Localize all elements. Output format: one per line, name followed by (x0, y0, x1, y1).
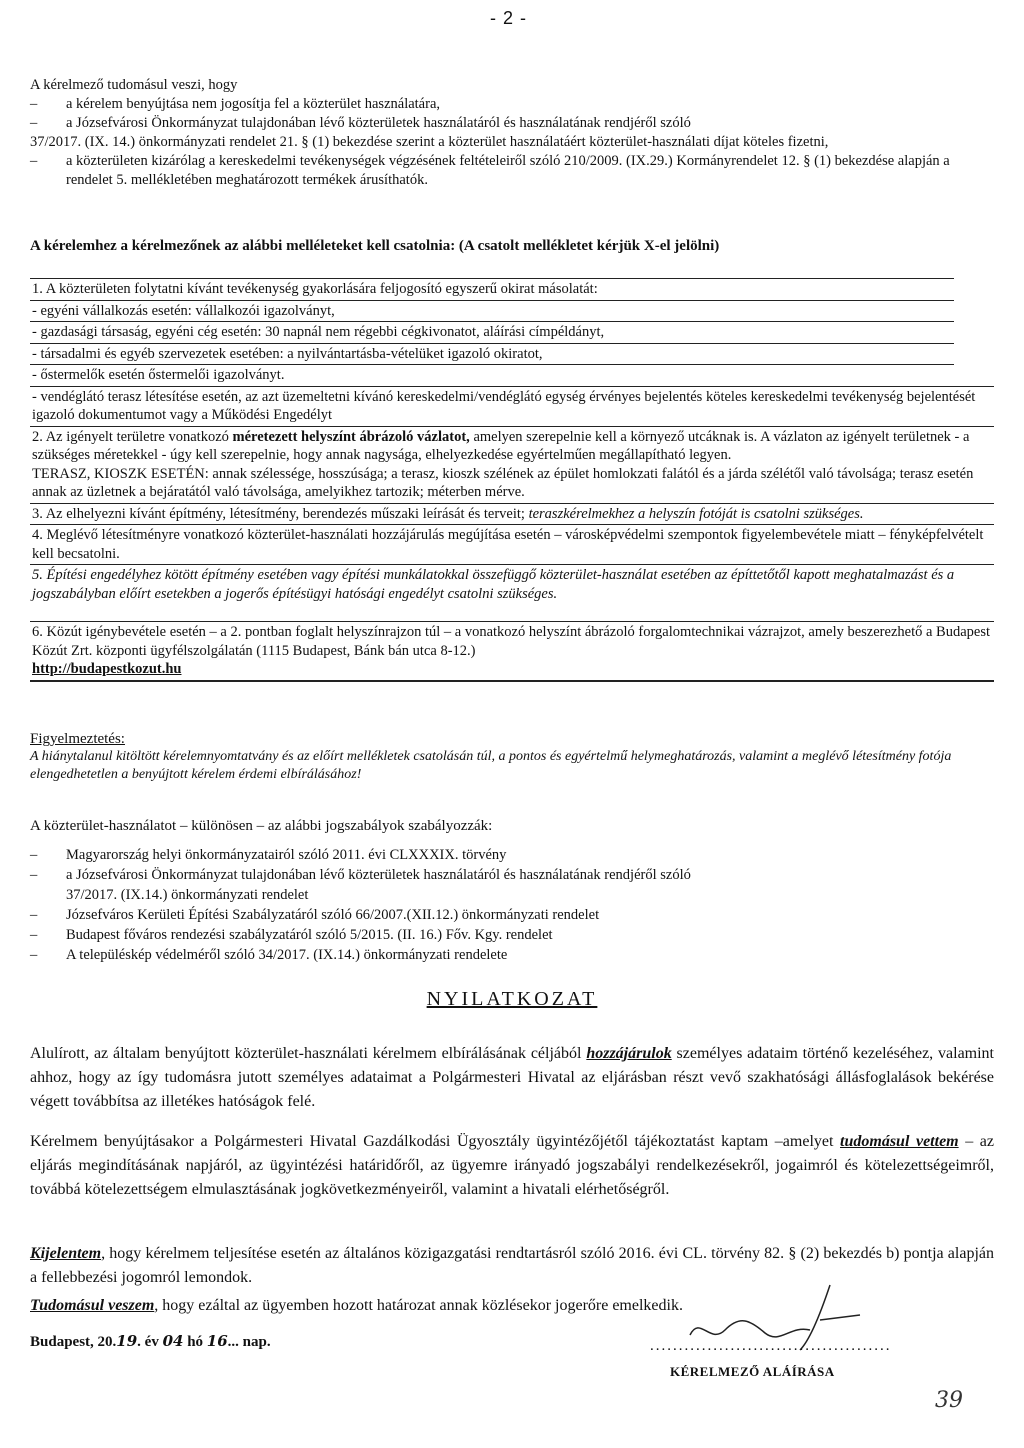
attachment-row-4: 4. Meglévő létesítményre vonatkozó közterület-használati hozzájárulás megújítása esetén – városképvédelmi szempontok figyelembevétele miatt – fényképfelvételt kell becsatolni. (30, 524, 994, 564)
attachment-row-2: 2. Az igényelt területre vonatkozó méretezett helyszínt ábrázoló vázlatot, amelyen szerepelnie kell a környező utcáknak is. A vázlaton az igényelt területnek - a szükséges méretekkel - úgy kell szerepelnie, hogy annak nagysága, elhelyezkedése egyértelműen megállapítható legyen. TERASZ, KIOSZK ESETÉN: annak szélessége, hosszúsága; a terasz, kioszk szélének az épület homlokzati falától és a járda szélétől való távolsága; terasz esetén annak az üzletnek a bejáratától való távolsága, amelyikhez tartozik; méterben mérve. (30, 426, 994, 503)
attachment-row-1: 1. A közterületen folytatni kívánt tevékenység gyakorlására feljogosító egyszerű okirat másolatát: (30, 278, 954, 300)
attachment-row-1c: - társadalmi és egyéb szervezetek esetében: a nyilvántartásba-vételüket igazoló okiratot, (30, 343, 954, 365)
handwritten-year: 19 (116, 1332, 138, 1350)
date-line: Budapest, 20.19. év 04 hó 16... nap. (30, 1332, 271, 1350)
signature-label: KÉRELMEZŐ ALÁÍRÁSA (670, 1364, 835, 1379)
law-item: – Budapest főváros rendezési szabályzatáról szóló 5/2015. (II. 16.) Főv. Kgy. rendelet (30, 927, 553, 943)
handwritten-day: 16 (206, 1332, 228, 1350)
laws-lead: A közterület-használatot – különösen – az alábbi jogszabályok szabályozzák: (30, 818, 493, 834)
declaration-paragraph-4: Tudomásul veszem, hogy ezáltal az ügyemben hozott határozat annak közlésekor jogerőre emelkedik. (30, 1297, 683, 1314)
handwritten-month: 04 (162, 1332, 184, 1350)
attachment-row-5: 5. Építési engedélyhez kötött építmény esetében vagy építési munkálatokkal összefüggő közterület-használat esetében az építtetőtől kapott meghatalmazást és a jogszabályban előírt esetekben a jogerős építésügyi hatósági engedélyt csatolni szükséges. (30, 564, 994, 621)
intro-item-cont: 37/2017. (IX. 14.) önkormányzati rendelet 21. § (1) bekezdése szerint a közterület használatáért közterület-használati díjat köteles fizetni, (30, 134, 829, 150)
warning-section (30, 730, 994, 784)
signature-line: .......................................... (650, 1338, 892, 1354)
declaration-paragraph-3: Kijelentem, hogy kérelmem teljesítése esetén az általános közigazgatási rendtartásról szóló 2016. évi CL. törvény 82. § (2) bekezdés b) pontja alapján a fellebbezési jogomról lemondok. (30, 1245, 994, 1286)
laws-section (30, 818, 994, 965)
warning-text: A hiánytalanul kitöltött kérelemnyomtatvány és az előírt mellékletek csatolásán túl, a pontos és egyértelmű helymeghatározás, valamint a meglévő létesítmény fotója elengedhetetlen a benyújtott kérelem érdemi elbírálásához! (30, 749, 952, 782)
attachment-row-6: 6. Közút igénybevétele esetén – a 2. pontban foglalt helyszínrajzon túl – a vonatkozó helyszínt ábrázoló forgalomtechnikai vázrajzot, amely beszerezhető a Budapest Közút Zrt. központi ügyfélszolgálatán (1115 Budapest, Bánk bán utca 8-12.) http://budapestkozut.hu (30, 621, 994, 682)
warning-title: Figyelmeztetés: (30, 731, 125, 747)
intro-section (30, 76, 994, 190)
declaration-paragraph-1: Alulírott, az általam benyújtott közterület-használati kérelmem elbírálásának céljából hozzájárulok személyes adataim történő kezeléséhez, valamint ahhoz, hogy az így tudomásra jutott személyes adataimat a Polgármesteri Hivatal az eljárásban részt vevő szakhatósági állásfoglalások bekérése végett továbbítsa az illetékes hatóságok felé. (30, 1045, 995, 1110)
budapest-kozut-link[interactable]: http://budapestkozut.hu (32, 661, 182, 677)
attachment-row-1e: - vendéglátó terasz létesítése esetén, az azt üzemeltetni kívánó kereskedelmi/vendéglátó egység érvényes bejelentés köteles kereskedelmi tevékenység bejelentését igazoló dokumentumot vagy a Működési Engedélyt (30, 386, 994, 426)
intro-item: – a közterületen kizárólag a kereskedelmi tevékenységek végzésének feltételeiről szóló 210/2009. (IX.29.) Kormányrendelet 12. § (1) bekezdése alapján a rendelet 5. mellékletében meghatározott termékek árusíthatók. (30, 153, 950, 188)
attachments-heading: A kérelemhez a kérelmezőnek az alábbi melléleteket kell csatolnia: (A csatolt mellékletet kérjük X-el jelölni) (30, 238, 720, 254)
page-number: - 2 - (490, 8, 528, 28)
attachment-row-1d: - őstermelők esetén őstermelői igazolványt. (30, 364, 954, 386)
attachment-row-1b: - gazdasági társaság, egyéni cég esetén: 30 napnál nem régebbi cégkivonatot, aláírási címpéldányt, (30, 321, 954, 343)
attachment-row-3: 3. Az elhelyezni kívánt építmény, létesítmény, berendezés műszaki leírását és terveit; teraszkérelmekhez a helyszín fotóját is csatolni szükséges. (30, 503, 994, 525)
laws-list (30, 845, 994, 965)
declaration-paragraph-2: Kérelmem benyújtásakor a Polgármesteri Hivatal Gazdálkodási Ügyosztály ügyintézőjétől tájékoztatást kaptam –amelyet tudomásul vettem – az eljárás megindításának napjáról, az ügyintézési határidőről, az ügyemre irányadó jogszabályi rendelkezésekről, jogaimról és kötelezettségeimről, továbbá kötelezettségem elmulasztásának jogkövetkezményeiről, valamint a hivatali elérhetőségről. (30, 1133, 995, 1198)
attachment-row-2-terasz: TERASZ, KIOSZK ESETÉN: annak szélessége, hosszúsága; a terasz, kioszk szélének az épület homlokzati falától és a járda szélétől való távolsága; terasz esetén annak az üzletnek a bejáratától való távolsága, amelyikhez tartozik; méterben mérve. (32, 465, 974, 500)
law-item: – a Józsefvárosi Önkormányzat tulajdonában lévő közterületek használatáról és használatának rendjéről szóló (30, 867, 691, 883)
law-item: – Magyarország helyi önkormányzatairól szóló 2011. évi CLXXXIX. törvény (30, 847, 507, 863)
page-mark: 39 (935, 1388, 963, 1413)
intro-item: – a Józsefvárosi Önkormányzat tulajdonában lévő közterületek használatáról és használatának rendjéről szóló (30, 115, 691, 131)
attachment-row-1a: - egyéni vállalkozás esetén: vállalkozói igazolványt, (30, 300, 954, 322)
intro-item: – a kérelem benyújtása nem jogosítja fel a közterület használatára, (30, 96, 441, 112)
law-item: – Józsefváros Kerületi Építési Szabályzatáról szóló 66/2007.(XII.12.) önkormányzati rendelet (30, 907, 600, 923)
law-item-cont: 37/2017. (IX.14.) önkormányzati rendelet (66, 887, 309, 903)
law-item: – A településkép védelméről szóló 34/2017. (IX.14.) önkormányzati rendelete (30, 947, 508, 963)
intro-lead: A kérelmező tudomásul veszi, hogy (30, 77, 238, 93)
declaration-title: NYILATKOZAT (426, 988, 598, 1010)
attachments-table (30, 278, 994, 682)
